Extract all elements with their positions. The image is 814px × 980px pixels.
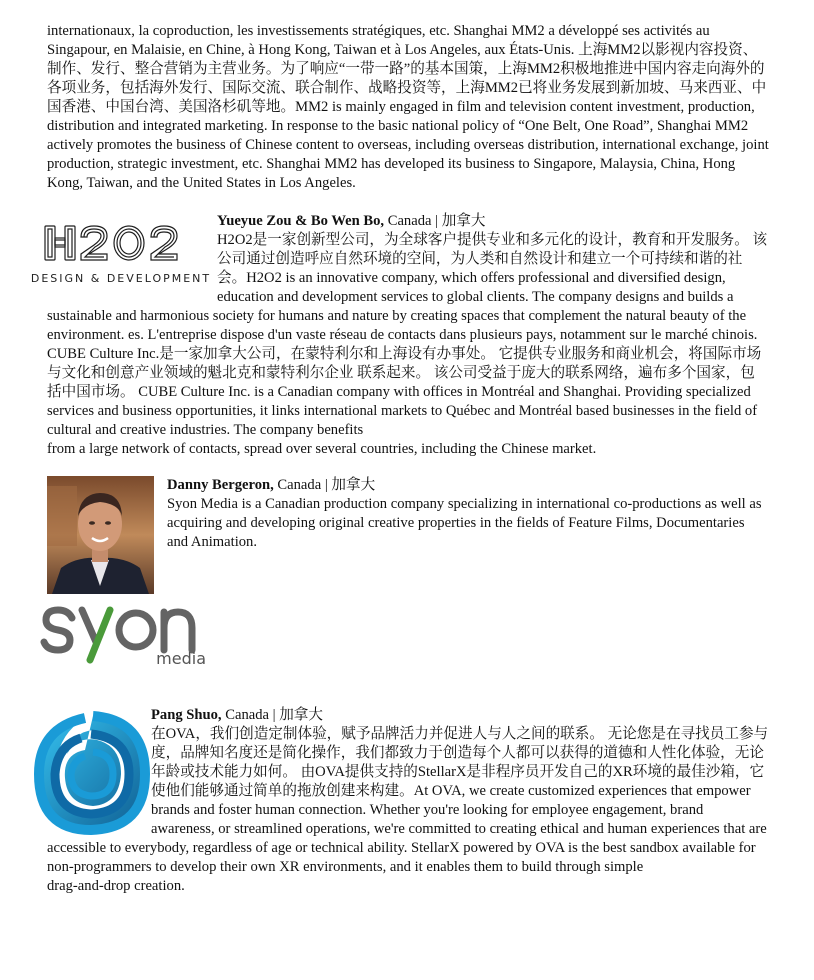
entry-body: Syon Media is a Canadian production company specializing in international co-productions as well as acquiring and developing original creative properties in the fields of Feature Films, Documentaries and Animation.	[167, 496, 762, 550]
person-country: Canada | 加拿大	[384, 213, 486, 229]
portrait-image	[47, 476, 154, 594]
entry-body-tail: from a large network of contacts, spread over several countries, including the Chinese market.	[47, 441, 597, 457]
person-photo	[47, 476, 154, 594]
h2o2-logo	[27, 212, 215, 298]
entry-syon	[47, 476, 769, 672]
entry-body: 在OVA，我们创造定制体验，赋予品牌活力并促进人与人之间的联系。 无论您是在寻找员工参与度，品牌知名度还是简化操作，我们都致力于创造每个人都可以获得的道德和人性化体验，无论年龄或技术能力如何。 由OVA提供支持的StellarX是非程序员开发自己的XR环境的最佳沙箱，它使他们能够通过简单的拖放创建来构建。At OVA, we create customized experiences that empower brands and foster human connection. Whether you're looking for employee engagement, brand awareness, or streamlined operations, we're committed to creating ethical and human experiences that are accessible to everybody, regardless of age or technical ability. StellarX powered by OVA is the best sandbox available for	[47, 726, 769, 856]
intro-paragraph: internationaux, la coproduction, les investissements stratégiques, etc. Shanghai MM2 a développé ses activités au Singapour, en Malaisie, en Chine, à Hong Kong, Taiwan et à Los Angeles, aux États-Unis. 上海MM2以影视内容投资、制作、发行、整合营销为主营业务。为了响应“一带一路”的基本国策，上海MM2积极地推进中国内容走向海外的各项业务，包括海外发行、国际交流、联合制作、战略投资等，上海MM2已将业务发展到新加坡、马来西亚、中国香港、中国台湾、美国洛杉矶等地。MM2 is mainly engaged in film and television content investment, production, distribution and integrated marketing. In response to the basic national policy of “One Belt, One Road”, Shanghai MM2 actively promotes the business of Chinese content to overseas, including overseas distribution, international exchange, joint production, strategic investment, etc. Shanghai MM2 has developed its business to Singapore, Malaysia, China, Hong Kong, Taiwan, and the United States in Los Angeles.	[47, 23, 769, 191]
entry-ova	[47, 706, 769, 896]
entry-body: H2O2是一家创新型公司，为全球客户提供专业和多元化的设计，教育和开发服务。 该公司通过创造呼应自然环境的空间，为人类和自然设计和建立一个可持续和谐的社会。H2O2 is an innovative company, which offers professional and diversified design, education and development services to global clients. The company designs and builds a sustainable and harmonious society for humans and nature by creating spaces that complement the natural beauty of the environment. es. L'entreprise dispose d'un vaste réseau de contacts dans plusieurs pays, notamment sur le marché chinois. CUBE Culture Inc.是一家加拿大公司，在蒙特利尔和上海设有办事处。 它提供专业服务和商业机会，将国际市场与文化和创意产业领域的魁北克和蒙特利尔企业 联系起来。 该公司受益于庞大的联系网络，遍布多个国家，包括中国市场。 CUBE Culture Inc. is a Canadian company with offices in Montréal and Shanghai. Providing specialized services and business opportunities, it links international markets to Québec and Montréal based businesses in the field of cultural and creative industries. The company benefits	[47, 232, 768, 438]
entry-body-tail-1: non-programmers to develop their own XR environments, and it enables them to build through simple	[47, 859, 644, 875]
person-name: Yueyue Zou & Bo Wen Bo,	[217, 213, 385, 229]
person-country: Canada | 加拿大	[273, 477, 376, 493]
ova-logo-mark	[33, 710, 151, 838]
h2o2-logo-subtitle: DESIGN & DEVELOPMENT	[30, 271, 212, 285]
person-name: Pang Shuo,	[151, 707, 222, 723]
person-country: Canada | 加拿大	[221, 707, 323, 723]
syon-logo	[40, 598, 210, 672]
entry-body-tail-2: drag-and-drop creation.	[47, 878, 185, 894]
syon-logo-subtitle: media	[156, 649, 206, 668]
person-name: Danny Bergeron,	[167, 477, 274, 493]
ova-logo	[33, 710, 151, 838]
h2o2-logo-mark	[41, 223, 201, 263]
ova-entry-text	[47, 706, 769, 896]
entry-h2o2	[30, 212, 769, 459]
danny-media-column	[47, 476, 206, 672]
document-page	[30, 22, 769, 896]
